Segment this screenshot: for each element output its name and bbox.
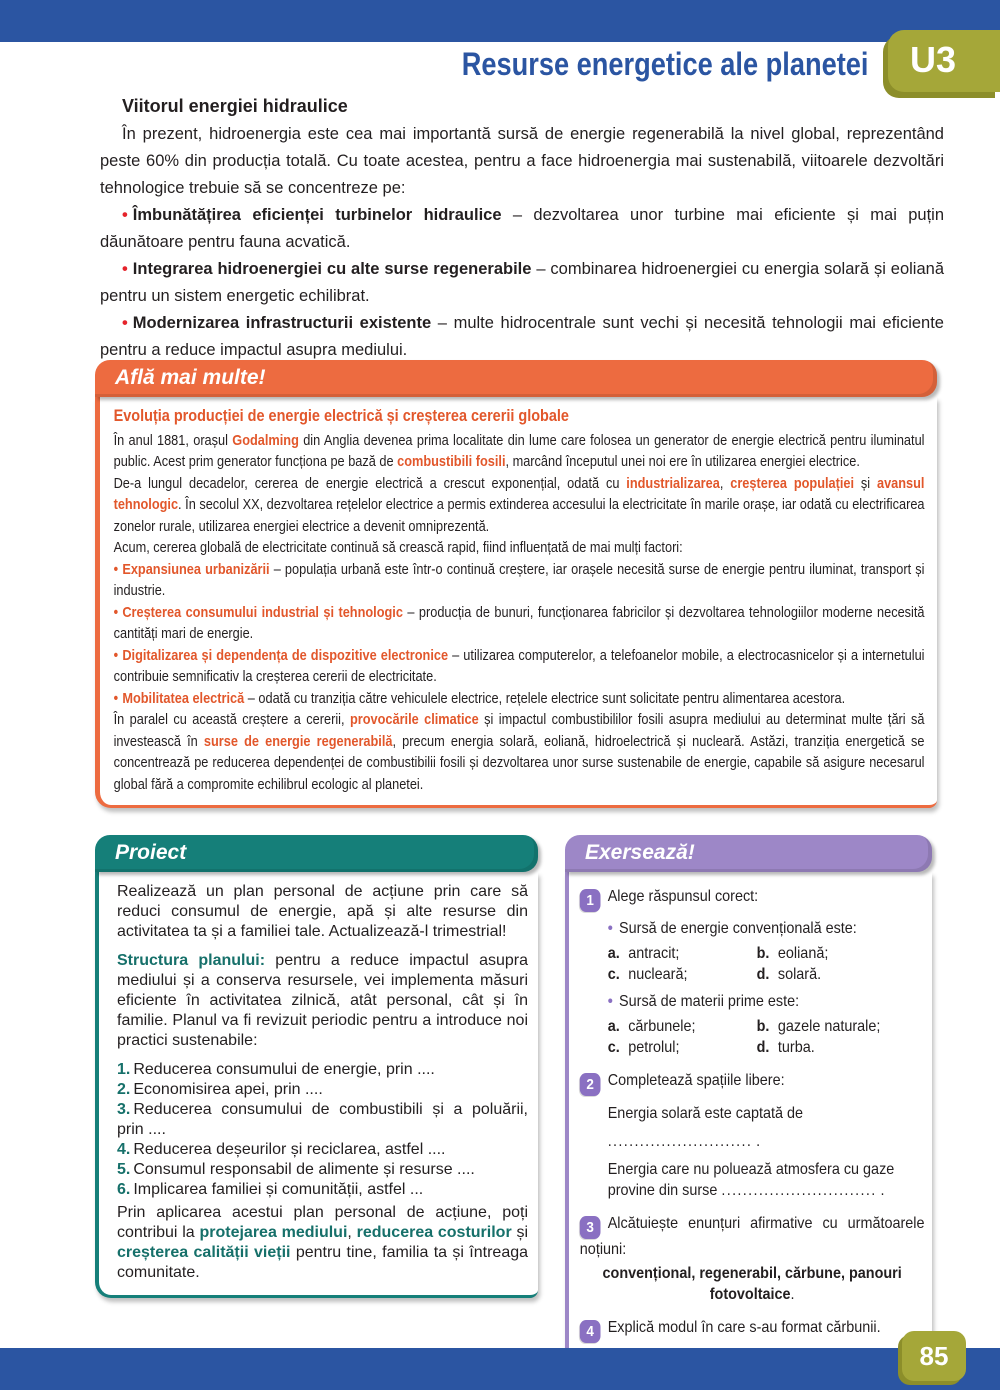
exercise-1-subquestion-text: Sursă de energie convențională este: <box>619 920 857 937</box>
plan-item-text: Consumul responsabil de alimente și resurse .... <box>133 1161 475 1178</box>
highlighted-text: Expansiunea urbanizării <box>122 560 270 578</box>
project-structure <box>117 951 528 1051</box>
plan-item-number: 4. <box>117 1141 131 1158</box>
exercise-2 <box>580 1070 925 1201</box>
exercise-1-subquestion <box>608 918 925 939</box>
project-box <box>95 835 538 1298</box>
plan-item-text: Reducerea consumului de combustibili și a poluării, prin .... <box>117 1101 528 1138</box>
plan-item <box>117 1060 528 1080</box>
option-item <box>757 943 925 964</box>
bullet-icon: • <box>122 260 128 278</box>
exercise-2-prompt-text: Completează spațiile libere: <box>607 1072 785 1089</box>
exercise-1-subquestion-text: Sursă de materii prime este: <box>619 993 800 1010</box>
dotted-blank: ........................... <box>607 1133 753 1150</box>
intro-bullet <box>100 256 944 310</box>
option-letter: a. <box>607 945 620 962</box>
text-segment: – populația urbană este într-o continuă creștere, iar orașele necesită surse de energie pentru iluminat, transport și industrie. <box>113 560 925 599</box>
learn-more-paragraph <box>114 537 925 559</box>
top-bar <box>0 0 1000 42</box>
option-text: gazele naturale; <box>773 1018 881 1035</box>
project-header: Proiect <box>95 835 538 872</box>
text-segment: Acum, cererea globală de electricitate continuă să crească rapid, fiind influențată de mai mulți factori: <box>113 539 683 556</box>
plan-item <box>117 1100 528 1140</box>
option-text: cărbunele; <box>624 1018 696 1035</box>
intro-bullet <box>100 310 944 364</box>
highlighted-text: Creșterea consumului industrial și tehnologic <box>122 603 403 621</box>
option-text: eoliană; <box>773 945 829 962</box>
project-intro: Realizează un plan personal de acțiune prin care să reduci consumul de energie, apă și alte resurse din activitatea ta și a familiei tale. Actualizează-l trimestrial! <box>117 883 528 940</box>
notions-period: . <box>790 1286 795 1303</box>
learn-more-paragraph <box>114 645 925 688</box>
text-segment: din Anglia devenea prima localitate din lume care folosea un generator de energie electrică pentru iluminatul public. Acest prim generator funcționa pe bază de <box>113 431 925 470</box>
highlighted-text: provocările climatice <box>349 711 479 728</box>
option-item <box>608 1037 757 1058</box>
text-segment: – producția de bunuri, funcționarea fabricilor și dezvoltarea tehnologiilor moderne necesită cantități mari de energie. <box>113 603 925 642</box>
option-text: solară. <box>773 966 822 983</box>
practice-body <box>565 872 932 1372</box>
learn-more-paragraph <box>114 430 925 473</box>
text-segment: . În secolul XX, dezvoltarea rețelelor electrice a permis extinderea accesului la electricitate în marile orașe, iar odată cu electrificarea zonelor rurale, utilizarea energiei electrice a devenit omniprezentă. <box>113 496 925 535</box>
plan-item-number: 2. <box>117 1081 131 1098</box>
fill-blank-sentence: Energia solară este captată de <box>607 1105 804 1122</box>
intro-section <box>100 96 944 364</box>
highlighted-text: Digitalizarea și dependența de dispozitive electronice <box>122 646 449 664</box>
plan-item-number: 5. <box>117 1161 131 1178</box>
bullet-icon: • <box>113 646 119 664</box>
plan-item-text: Reducerea deșeurilor și reciclarea, astfel .... <box>133 1141 446 1158</box>
text-segment: și <box>854 474 877 492</box>
highlighted-text: creșterea calității vieții <box>117 1244 291 1261</box>
plan-item-text: Reducerea consumului de energie, prin .... <box>133 1061 435 1078</box>
learn-more-header: Află mai multe! <box>95 360 937 397</box>
page-number-badge: 85 <box>902 1331 966 1381</box>
exercise-number-badge: 4 <box>580 1320 601 1343</box>
highlighted-text: reducerea costurilor <box>356 1224 512 1241</box>
notions-bold: convențional, regenerabil, cărbune, panouri fotovoltaice <box>602 1265 902 1303</box>
text-segment: și impactul combustibililor fosili asupra mediului au determinat multe țări să investească în <box>113 711 925 750</box>
bullet-icon: • <box>607 993 613 1010</box>
plan-item-number: 3. <box>117 1101 131 1118</box>
bullet-icon: • <box>122 206 128 224</box>
bullet-icon: • <box>113 603 119 621</box>
exercise-4 <box>580 1317 925 1343</box>
learn-more-title: Evoluția producției de energie electrică și creșterea cererii globale <box>113 406 569 425</box>
intro-bullet-text: – combinarea hidroenergiei cu energia solară și eoliană pentru un sistem energetic echilibrat. <box>100 260 944 305</box>
exercise-3 <box>580 1213 925 1305</box>
fill-blank-sentence <box>608 1159 925 1201</box>
option-letter: b. <box>756 1018 770 1035</box>
option-item <box>608 964 757 985</box>
text-segment: În paralel cu această creștere a cererii, <box>113 711 350 728</box>
text-segment: , <box>347 1224 357 1241</box>
intro-bullet-bold: Modernizarea infrastructurii existente <box>132 314 432 332</box>
text-segment: , marcând începutul unei noi ere în utilizarea energiei electrice. <box>505 453 860 470</box>
text-segment: , precum energia solară, eoliană, hidroelectrică și nucleară. Astăzi, tranziția energetică se concentrează pe reducerea dependenței de combustibilii fosili și dezvoltarea unor surse sustenabile de energie, capabile să asigure necesarul global fără a compromite echilibrul ecologic al planetei. <box>113 732 925 793</box>
exercise-1-prompt-text: Alege răspunsul corect: <box>607 888 759 905</box>
option-letter: a. <box>607 1018 620 1035</box>
text-segment: Prin aplicarea acestui plan personal de acțiune, poți contribui la <box>117 1204 528 1241</box>
option-text: antracit; <box>624 945 680 962</box>
footer-bar <box>0 1348 1000 1390</box>
text-segment: și <box>511 1224 529 1241</box>
plan-item <box>117 1140 528 1160</box>
text-segment: , <box>719 474 731 492</box>
option-text: nucleară; <box>624 966 688 983</box>
option-letter: c. <box>607 1039 620 1056</box>
option-letter: c. <box>607 966 620 983</box>
page-title: Resurse energetice ale planetei <box>461 46 868 82</box>
exercise-1 <box>580 886 925 1058</box>
intro-heading: Viitorul energiei hidraulice <box>122 96 348 116</box>
option-group <box>608 943 925 985</box>
dotted-blank: ............................. <box>721 1182 877 1199</box>
plan-item <box>117 1080 528 1100</box>
highlighted-text: industrializarea <box>626 474 720 492</box>
exercise-3-prompt-text: Alcătuiește enunțuri afirmative cu următoarele noțiuni: <box>579 1215 925 1258</box>
unit-badge: U3 <box>888 30 1000 92</box>
highlighted-text: avansul tehnologic <box>113 474 925 513</box>
learn-more-box <box>95 360 937 808</box>
option-letter: d. <box>756 1039 770 1056</box>
text-segment: pentru tine, familia ta și întreaga comunitate. <box>117 1244 529 1281</box>
option-item <box>757 1016 925 1037</box>
text-segment: – utilizarea computerelor, a telefoanelor mobile, a electrocasnicelor și a internetului contribuie semnificativ la creșterea cererii de electricitate. <box>113 646 925 685</box>
plan-item-text: Economisirea apei, prin .... <box>133 1081 323 1098</box>
intro-bullet-text: – dezvoltarea unor turbine mai eficiente și mai puțin dăunătoare pentru fauna acvatică. <box>100 206 944 251</box>
highlighted-text: surse de energie regenerabilă <box>203 732 393 750</box>
blank-period: . <box>876 1182 885 1199</box>
exercise-number-badge: 3 <box>580 1216 601 1239</box>
text-segment: În anul 1881, orașul <box>113 431 233 449</box>
exercise-3-prompt <box>580 1213 925 1260</box>
plan-item-number: 6. <box>117 1181 131 1198</box>
exercise-2-prompt <box>580 1070 925 1096</box>
intro-bullet <box>100 202 944 256</box>
exercise-1-prompt <box>580 886 925 912</box>
option-letter: b. <box>756 945 770 962</box>
plan-item-list <box>117 1060 528 1200</box>
project-structure-text: pentru a reduce impactul asupra mediului și a conserva resursele, vei implementa măsuri eficiente în activitatea zilnică, atât personal, cât și în familie. Planul va fi revizuit periodic pentru a introduce noi practici sustenabile: <box>117 952 528 1049</box>
intro-bullet-bold: Îmbunătățirea eficienței turbinelor hidraulice <box>132 206 502 224</box>
text-segment: – odată cu tranziția către vehiculele electrice, rețelele electrice sunt solicitate pentru alimentarea acestora. <box>244 689 846 707</box>
exercise-3-notions <box>580 1263 925 1305</box>
practice-box <box>565 835 932 1372</box>
plan-item-number: 1. <box>117 1061 131 1078</box>
intro-bullet-bold: Integrarea hidroenergiei cu alte surse regenerabile <box>132 260 532 278</box>
intro-bullet-list <box>100 202 944 364</box>
project-body <box>95 872 538 1298</box>
blank-period: . <box>752 1133 761 1150</box>
highlighted-text: combustibili fosili <box>397 453 506 470</box>
option-letter: d. <box>756 966 770 983</box>
intro-paragraph: În prezent, hidroenergia este cea mai importantă sursă de energie regenerabilă la nivel global, reprezentând peste 60% din producția totală. Cu toate acestea, pentru a face hidroenergia mai sustenabilă, viitoarele dezvoltări tehnologice trebuie să se concentreze pe: <box>100 125 944 197</box>
bullet-icon: • <box>122 314 128 332</box>
plan-item-text: Implicarea familiei și comunității, astfel ... <box>133 1181 424 1198</box>
highlighted-text: creșterea populației <box>730 474 855 492</box>
exercise-4-prompt-text: Explică modul în care s-au format cărbunii. <box>607 1319 881 1336</box>
learn-more-paragraph <box>114 559 925 602</box>
option-item <box>757 1037 925 1058</box>
learn-more-paragraph <box>114 709 925 795</box>
exercise-4-prompt <box>580 1317 925 1343</box>
option-text: petrolul; <box>624 1039 680 1056</box>
option-item <box>757 964 925 985</box>
bullet-icon: • <box>113 689 119 707</box>
learn-more-paragraph <box>114 688 925 710</box>
option-item <box>608 1016 757 1037</box>
highlighted-text: Godalming <box>232 431 299 449</box>
highlighted-text: protejarea mediului <box>199 1224 348 1241</box>
exercise-number-badge: 1 <box>580 889 601 912</box>
fill-blank-text: Energia care nu poluează atmosfera cu gaze provine din surse <box>607 1161 895 1199</box>
text-segment: De-a lungul decadelor, cererea de energie electrică a crescut exponențial, odată cu <box>113 474 627 492</box>
learn-more-paragraph-list <box>114 430 925 796</box>
intro-bullet-text: – multe hidrocentrale sunt vechi și necesită tehnologii mai eficiente pentru a reduce impactul asupra mediului. <box>100 314 944 359</box>
plan-item <box>117 1180 528 1200</box>
option-item <box>608 943 757 964</box>
exercise-1-subquestion <box>608 991 925 1012</box>
option-group <box>608 1016 925 1058</box>
learn-more-paragraph <box>114 602 925 645</box>
fill-blank-dots <box>608 1131 925 1152</box>
practice-header: Exersează! <box>565 835 932 872</box>
learn-more-paragraph <box>114 473 925 538</box>
learn-more-body <box>95 397 937 808</box>
option-text: turba. <box>773 1039 815 1056</box>
bullet-icon: • <box>607 920 613 937</box>
project-structure-label: Structura planului: <box>117 952 266 969</box>
highlighted-text: Mobilitatea electrică <box>122 689 245 707</box>
exercise-number-badge: 2 <box>580 1073 601 1096</box>
project-outro <box>117 1203 528 1283</box>
bullet-icon: • <box>113 560 119 578</box>
plan-item <box>117 1160 528 1180</box>
